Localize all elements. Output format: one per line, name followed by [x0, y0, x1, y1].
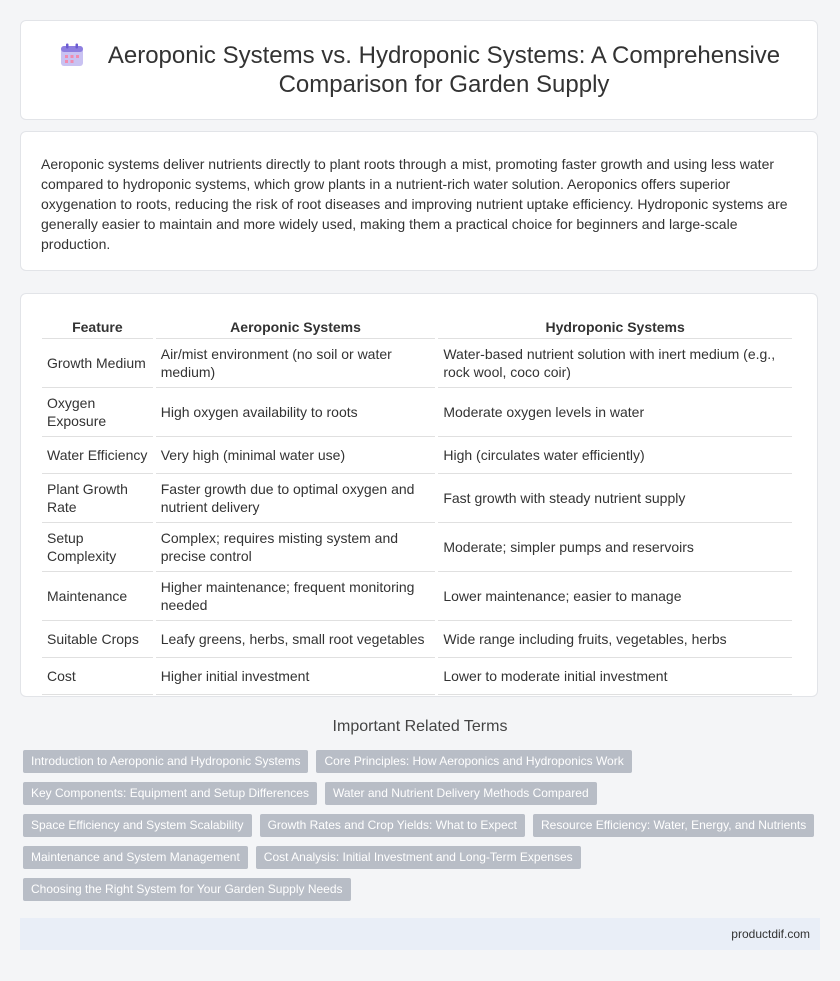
feature-cell: Growth Medium: [42, 339, 153, 388]
related-term-tag[interactable]: Growth Rates and Crop Yields: What to Expect: [260, 814, 525, 837]
feature-cell: Water Efficiency: [42, 437, 153, 474]
related-term-tag[interactable]: Core Principles: How Aeroponics and Hydroponics Work: [316, 750, 631, 773]
table-row: [42, 437, 792, 474]
header-hydroponic: Hydroponic Systems: [438, 314, 792, 339]
aeroponic-cell: Higher initial investment: [156, 658, 436, 695]
table-row: [42, 474, 792, 523]
header-aeroponic: Aeroponic Systems: [156, 314, 436, 339]
related-terms-title: Important Related Terms: [332, 718, 508, 735]
header-feature: Feature: [42, 314, 153, 339]
hydroponic-cell: Lower to moderate initial investment: [438, 658, 792, 695]
related-term-tag[interactable]: Maintenance and System Management: [23, 846, 248, 869]
related-term-tag[interactable]: Choosing the Right System for Your Garden Supply Needs: [23, 878, 351, 901]
hydroponic-cell: Lower maintenance; easier to manage: [438, 572, 792, 621]
related-term-tag[interactable]: Cost Analysis: Initial Investment and Long-Term Expenses: [256, 846, 581, 869]
hydroponic-cell: Moderate oxygen levels in water: [438, 388, 792, 437]
table-row: [42, 339, 792, 388]
intro-paragraph: Aeroponic systems deliver nutrients directly to plant roots through a mist, promoting faster growth and using less water compared to hydroponic systems, which grow plants in a nutrient-rich water solution. Aeroponics offers superior oxygenation to roots, reducing the risk of root diseases and improving nutrient uptake efficiency. Hydroponic systems are generally easier to maintain and more widely used, making them a practical choice for beginners and large-scale production.: [41, 156, 788, 252]
intro-card: [20, 131, 818, 271]
hydroponic-cell: Water-based nutrient solution with inert medium (e.g., rock wool, coco coir): [438, 339, 792, 388]
hydroponic-cell: Fast growth with steady nutrient supply: [438, 474, 792, 523]
table-row: [42, 658, 792, 695]
aeroponic-cell: High oxygen availability to roots: [156, 388, 436, 437]
hydroponic-cell: Moderate; simpler pumps and reservoirs: [438, 523, 792, 572]
table-row: [42, 621, 792, 658]
footer-site-name: productdif.com: [731, 927, 810, 941]
table-row: [42, 388, 792, 437]
feature-cell: Setup Complexity: [42, 523, 153, 572]
feature-cell: Maintenance: [42, 572, 153, 621]
aeroponic-cell: Higher maintenance; frequent monitoring needed: [156, 572, 436, 621]
related-term-tag[interactable]: Introduction to Aeroponic and Hydroponic Systems: [23, 750, 308, 773]
table-row: [42, 572, 792, 621]
feature-cell: Plant Growth Rate: [42, 474, 153, 523]
aeroponic-cell: Complex; requires misting system and precise control: [156, 523, 436, 572]
header-card: [20, 20, 818, 120]
aeroponic-cell: Air/mist environment (no soil or water medium): [156, 339, 436, 388]
comparison-card: [20, 293, 818, 697]
comparison-table: [39, 314, 795, 695]
aeroponic-cell: Leafy greens, herbs, small root vegetables: [156, 621, 436, 658]
page-title: Aeroponic Systems vs. Hydroponic Systems: A Comprehensive Comparison for Garden Supply: [107, 42, 781, 98]
related-term-tag[interactable]: Resource Efficiency: Water, Energy, and Nutrients: [533, 814, 814, 837]
calendar-icon: [59, 42, 85, 68]
footer: [20, 918, 820, 950]
related-terms-list: [23, 750, 823, 901]
table-header-row: [42, 314, 792, 339]
related-term-tag[interactable]: Space Efficiency and System Scalability: [23, 814, 252, 837]
table-row: [42, 523, 792, 572]
feature-cell: Suitable Crops: [42, 621, 153, 658]
hydroponic-cell: Wide range including fruits, vegetables, herbs: [438, 621, 792, 658]
related-term-tag[interactable]: Water and Nutrient Delivery Methods Compared: [325, 782, 597, 805]
feature-cell: Cost: [42, 658, 153, 695]
hydroponic-cell: High (circulates water efficiently): [438, 437, 792, 474]
aeroponic-cell: Very high (minimal water use): [156, 437, 436, 474]
aeroponic-cell: Faster growth due to optimal oxygen and nutrient delivery: [156, 474, 436, 523]
related-term-tag[interactable]: Key Components: Equipment and Setup Differences: [23, 782, 317, 805]
feature-cell: Oxygen Exposure: [42, 388, 153, 437]
